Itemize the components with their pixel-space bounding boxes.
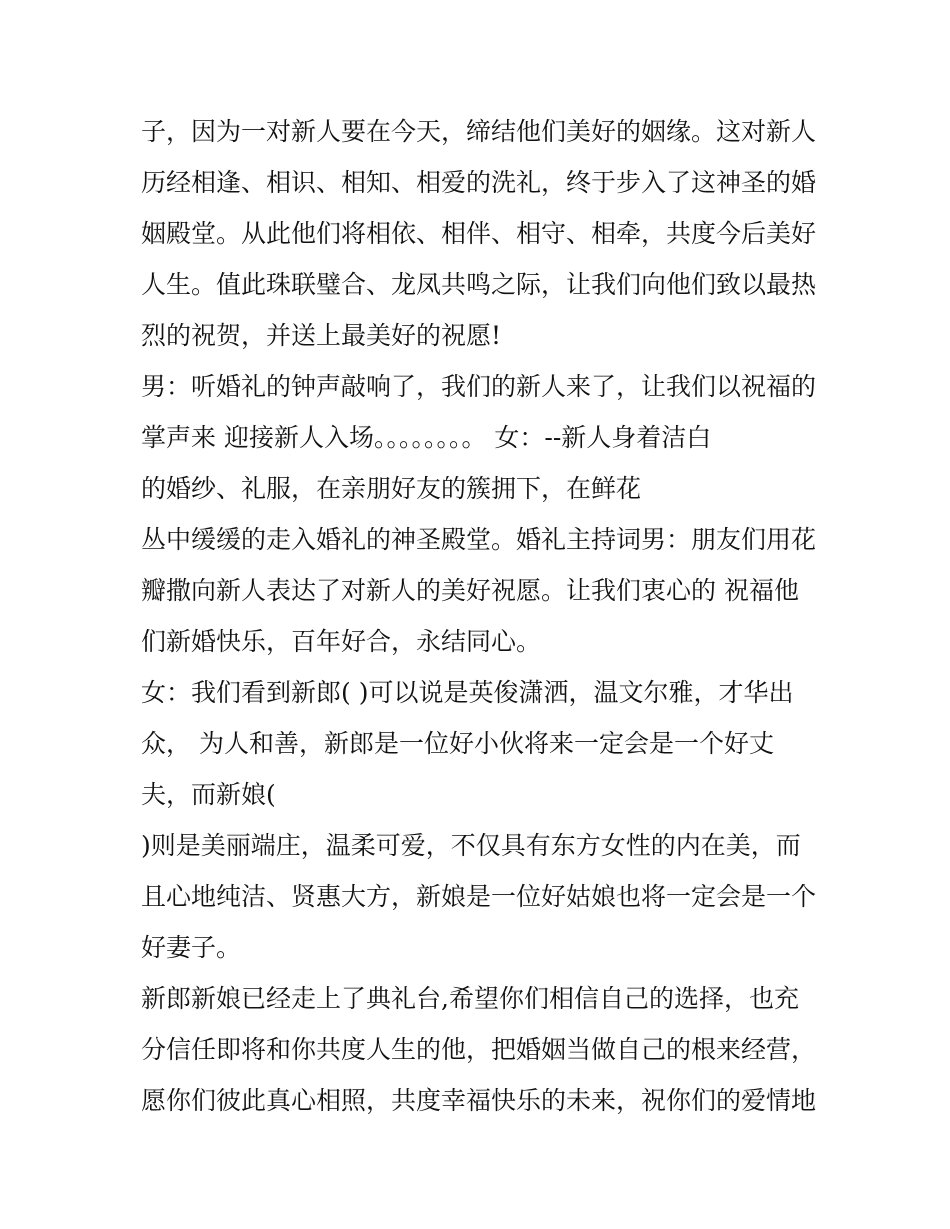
- text-line: 愿你们彼此真心相照，共度幸福快乐的未来，祝你们的爱情地: [141, 1086, 817, 1115]
- text-line: 好妻子。: [141, 933, 242, 962]
- text-line: 历经相逢、相识、相知、相爱的洗礼，终于步入了这神圣的婚: [141, 168, 817, 197]
- text-line: 烈的祝贺，并送上最美好的祝愿!: [141, 321, 502, 350]
- text-line: 们新婚快乐，百年好合，永结同心。: [141, 627, 542, 656]
- text-line: 新郎新娘已经走上了典礼台,希望你们相信自己的选择，也充: [141, 984, 799, 1013]
- text-line: 分信任即将和你共度人生的他，把婚姻当做自己的根来经营，: [141, 1035, 817, 1064]
- text-line: 瓣撒向新人表达了对新人的美好祝愿。让我们衷心的 祝福他: [141, 576, 799, 605]
- text-line: 男：听婚礼的钟声敲响了，我们的新人来了，让我们以祝福的: [141, 372, 817, 401]
- text-line: 掌声来 迎接新人入场。。。。。。。。 女：--新人身着洁白: [141, 423, 712, 452]
- text-line: 众， 为人和善，新郎是一位好小伙将来一定会是一个好丈: [141, 729, 774, 758]
- text-line: 女：我们看到新郎( )可以说是英俊潇洒，温文尔雅，才华出: [141, 678, 794, 707]
- text-line: 人生。值此珠联璧合、龙凤共鸣之际，让我们向他们致以最热: [141, 270, 817, 299]
- text-line: 且心地纯洁、贤惠大方，新娘是一位好姑娘也将一定会是一个: [141, 882, 817, 911]
- text-line: 姻殿堂。从此他们将相依、相伴、相守、相牵，共度今后美好: [141, 219, 817, 248]
- body-text: [141, 106, 821, 1126]
- text-line: 丛中缓缓的走入婚礼的神圣殿堂。婚礼主持词男：朋友们用花: [141, 525, 817, 554]
- text-line: 子，因为一对新人要在今天，缔结他们美好的姻缘。这对新人: [141, 117, 817, 146]
- text-line: 的婚纱、礼服，在亲朋好友的簇拥下，在鲜花: [141, 474, 642, 503]
- text-line: 夫，而新娘(: [141, 780, 276, 809]
- text-line: )则是美丽端庄，温柔可爱，不仅具有东方女性的内在美，而: [141, 831, 801, 860]
